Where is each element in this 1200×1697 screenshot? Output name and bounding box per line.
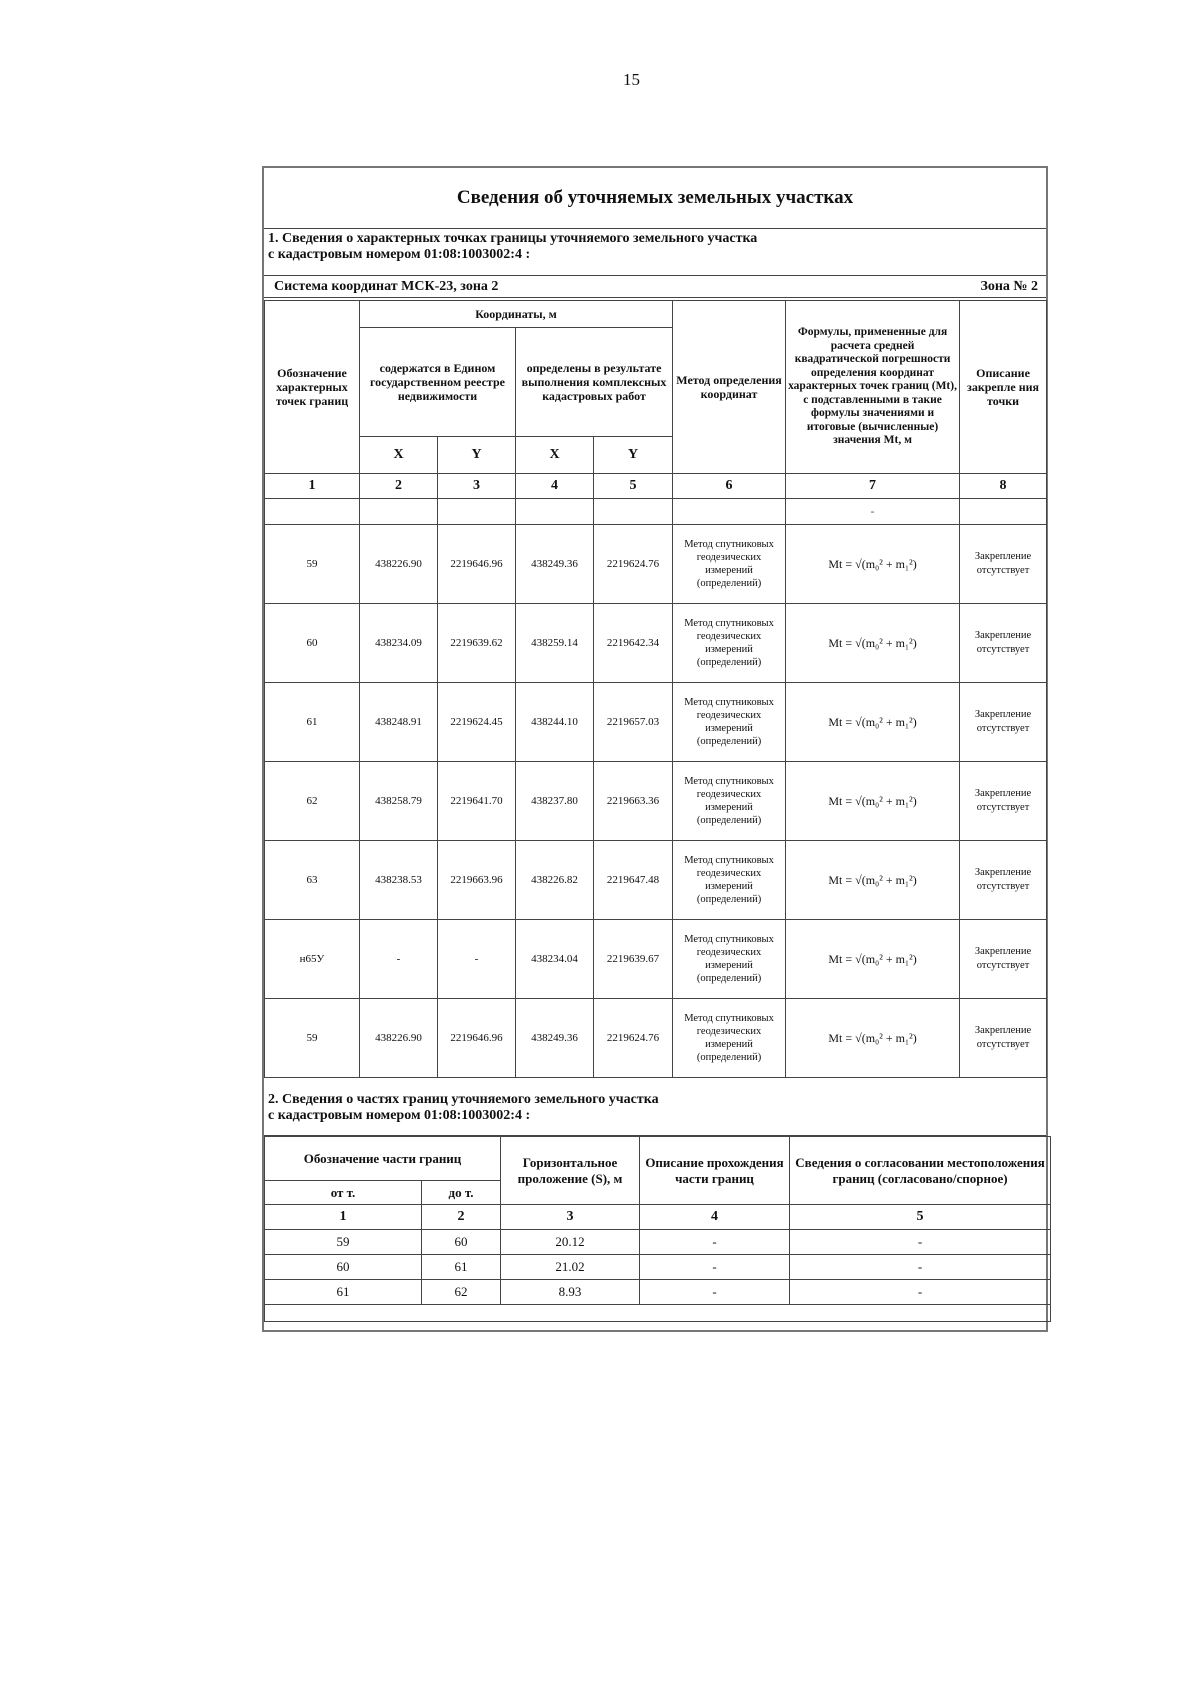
y2-cell: 2219647.48 <box>594 841 673 920</box>
y1-cell: 2219646.96 <box>438 999 516 1078</box>
y2-cell: 2219657.03 <box>594 683 673 762</box>
x1-cell: - <box>360 920 438 999</box>
header-coords: Координаты, м <box>360 301 673 328</box>
empty-row <box>265 499 1047 525</box>
col-number: 5 <box>790 1205 1051 1230</box>
y1-cell: 2219639.62 <box>438 604 516 683</box>
header-y1: Y <box>438 437 516 474</box>
formula-cell: Mt = √(m₀² + m₁²) <box>786 604 960 683</box>
to-cell: 62 <box>422 1280 501 1305</box>
part-desc-cell: - <box>640 1230 790 1255</box>
desc-cell: Закрепление отсутствует <box>960 841 1047 920</box>
column-numbers-row <box>265 1205 1051 1230</box>
table-row <box>265 1230 1051 1255</box>
coord-system: Система координат МСК-23, зона 2 <box>274 279 499 294</box>
agreement-cell: - <box>790 1230 1051 1255</box>
x1-cell: 438226.90 <box>360 525 438 604</box>
formula-cell: Mt = √(m₀² + m₁²) <box>786 999 960 1078</box>
section2-heading <box>264 1086 1046 1136</box>
method-cell: Метод спутниковых геодезических измерений (определений) <box>673 525 786 604</box>
x1-cell: 438226.90 <box>360 999 438 1078</box>
point-cell: 60 <box>265 604 360 683</box>
section1-heading-line2: с кадастровым номером 01:08:1003002:4 : <box>268 247 531 262</box>
length-cell: 8.93 <box>501 1280 640 1305</box>
parts-table <box>264 1136 1051 1322</box>
method-cell: Метод спутниковых геодезических измерений (определений) <box>673 841 786 920</box>
method-cell: Метод спутниковых геодезических измерений (определений) <box>673 762 786 841</box>
header-part: Обозначение части границ <box>265 1137 501 1181</box>
x1-cell: 438238.53 <box>360 841 438 920</box>
length-cell: 21.02 <box>501 1255 640 1280</box>
y1-cell: 2219646.96 <box>438 525 516 604</box>
formula-cell: Mt = √(m₀² + m₁²) <box>786 841 960 920</box>
from-cell: 60 <box>265 1255 422 1280</box>
desc-cell: Закрепление отсутствует <box>960 525 1047 604</box>
header-point: Обозначение характерных точек границ <box>265 301 360 474</box>
col-number: 5 <box>594 474 673 499</box>
desc-cell: Закрепление отсутствует <box>960 604 1047 683</box>
length-cell: 20.12 <box>501 1230 640 1255</box>
table-row <box>265 841 1047 920</box>
formula-cell: Mt = √(m₀² + m₁²) <box>786 920 960 999</box>
y2-cell: 2219639.67 <box>594 920 673 999</box>
x1-cell: 438248.91 <box>360 683 438 762</box>
header-length: Горизонтальное проложение (S), м <box>501 1137 640 1205</box>
header-works: определены в результате выполнения комплексных кадастровых работ <box>516 328 673 437</box>
col-number: 1 <box>265 474 360 499</box>
col-number: 3 <box>438 474 516 499</box>
desc-cell: Закрепление отсутствует <box>960 999 1047 1078</box>
method-cell: Метод спутниковых геодезических измерений (определений) <box>673 683 786 762</box>
header-to: до т. <box>422 1181 501 1205</box>
header-x2: X <box>516 437 594 474</box>
from-cell: 61 <box>265 1280 422 1305</box>
point-cell: 63 <box>265 841 360 920</box>
col-number: 7 <box>786 474 960 499</box>
x2-cell: 438226.82 <box>516 841 594 920</box>
table-row <box>265 920 1047 999</box>
part-desc-cell: - <box>640 1255 790 1280</box>
formula-cell: Mt = √(m₀² + m₁²) <box>786 683 960 762</box>
table-row <box>265 762 1047 841</box>
col-number: 2 <box>360 474 438 499</box>
header-y2: Y <box>594 437 673 474</box>
col-number: 1 <box>265 1205 422 1230</box>
point-cell: н65У <box>265 920 360 999</box>
formula-cell: Mt = √(m₀² + m₁²) <box>786 762 960 841</box>
section2-heading-line2: с кадастровым номером 01:08:1003002:4 : <box>268 1108 531 1123</box>
formula-cell: Mt = √(m₀² + m₁²) <box>786 525 960 604</box>
header-egrn: содержатся в Едином государственном реестре недвижимости <box>360 328 516 437</box>
x2-cell: 438244.10 <box>516 683 594 762</box>
col-number: 3 <box>501 1205 640 1230</box>
agreement-cell: - <box>790 1255 1051 1280</box>
from-cell: 59 <box>265 1230 422 1255</box>
y2-cell: 2219642.34 <box>594 604 673 683</box>
col-number: 4 <box>640 1205 790 1230</box>
section1-heading <box>264 228 1046 276</box>
zone-label: Зона № 2 <box>980 279 1038 294</box>
method-cell: Метод спутниковых геодезических измерений (определений) <box>673 999 786 1078</box>
column-numbers-row <box>265 474 1047 499</box>
y1-cell: - <box>438 920 516 999</box>
table-row <box>265 1280 1051 1305</box>
x1-cell: 438258.79 <box>360 762 438 841</box>
empty-row-formula: - <box>786 499 960 525</box>
page-number: 15 <box>623 70 640 89</box>
to-cell: 60 <box>422 1230 501 1255</box>
y1-cell: 2219641.70 <box>438 762 516 841</box>
table-row <box>265 525 1047 604</box>
header-part-desc: Описание прохождения части границ <box>640 1137 790 1205</box>
point-cell: 59 <box>265 525 360 604</box>
header-formula: Формулы, примененные для расчета средней квадратической погрешности определения координат характерных точек границ (Mt), с подставленными в такие формулы значениями и итоговые (вычисленные) значения Mt, м <box>786 301 960 474</box>
header-x1: X <box>360 437 438 474</box>
point-cell: 59 <box>265 999 360 1078</box>
desc-cell: Закрепление отсутствует <box>960 762 1047 841</box>
x2-cell: 438237.80 <box>516 762 594 841</box>
col-number: 4 <box>516 474 594 499</box>
col-number: 8 <box>960 474 1047 499</box>
desc-cell: Закрепление отсутствует <box>960 683 1047 762</box>
col-number: 6 <box>673 474 786 499</box>
y2-cell: 2219663.36 <box>594 762 673 841</box>
header-from: от т. <box>265 1181 422 1205</box>
y1-cell: 2219663.96 <box>438 841 516 920</box>
y2-cell: 2219624.76 <box>594 999 673 1078</box>
method-cell: Метод спутниковых геодезических измерений (определений) <box>673 920 786 999</box>
section2-heading-line1: 2. Сведения о частях границ уточняемого земельного участка <box>268 1092 659 1107</box>
points-table <box>264 300 1047 1078</box>
document-frame <box>262 166 1048 1332</box>
x1-cell: 438234.09 <box>360 604 438 683</box>
x2-cell: 438249.36 <box>516 999 594 1078</box>
header-method: Метод определения координат <box>673 301 786 474</box>
table-row <box>265 999 1047 1078</box>
point-cell: 61 <box>265 683 360 762</box>
table-row <box>265 683 1047 762</box>
table-row <box>265 1255 1051 1280</box>
section1-heading-line1: 1. Сведения о характерных точках границы уточняемого земельного участка <box>268 231 758 246</box>
coord-system-row <box>264 276 1046 298</box>
table-row <box>265 604 1047 683</box>
tail-row <box>265 1305 1051 1322</box>
x2-cell: 438249.36 <box>516 525 594 604</box>
header-agreement: Сведения о согласовании местоположения границ (согласовано/спорное) <box>790 1137 1051 1205</box>
agreement-cell: - <box>790 1280 1051 1305</box>
x2-cell: 438259.14 <box>516 604 594 683</box>
part-desc-cell: - <box>640 1280 790 1305</box>
method-cell: Метод спутниковых геодезических измерений (определений) <box>673 604 786 683</box>
document-title: Сведения об уточняемых земельных участках <box>264 168 1046 229</box>
desc-cell: Закрепление отсутствует <box>960 920 1047 999</box>
y1-cell: 2219624.45 <box>438 683 516 762</box>
y2-cell: 2219624.76 <box>594 525 673 604</box>
header-desc: Описание закрепле ния точки <box>960 301 1047 474</box>
point-cell: 62 <box>265 762 360 841</box>
col-number: 2 <box>422 1205 501 1230</box>
x2-cell: 438234.04 <box>516 920 594 999</box>
to-cell: 61 <box>422 1255 501 1280</box>
